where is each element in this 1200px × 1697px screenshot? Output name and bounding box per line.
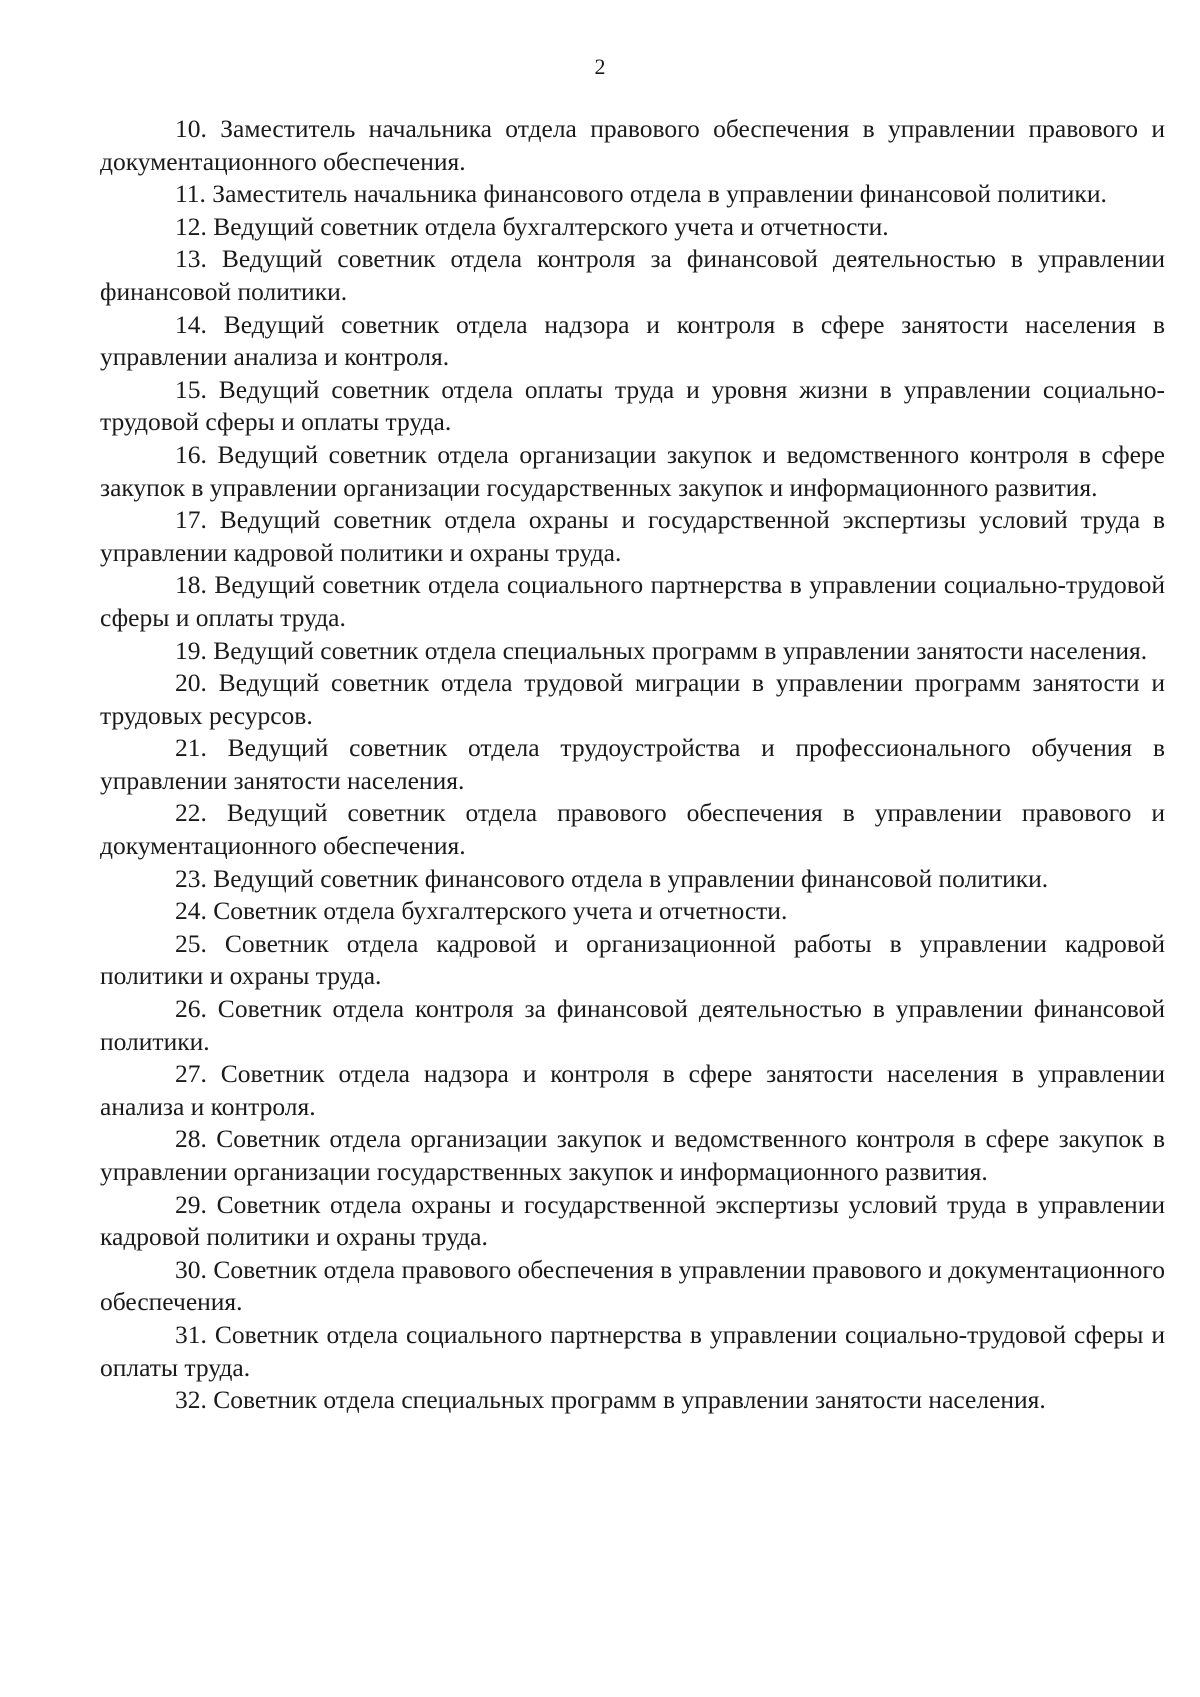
position-list <box>100 113 1165 1417</box>
list-item: 24. Советник отдела бухгалтерского учета и отчетности. <box>175 896 788 926</box>
list-item: 25. Советник отдела кадровой и организационной работы в управлении кадровой политики и охраны труда. <box>100 928 1165 991</box>
list-item: 23. Ведущий советник финансового отдела в управлении финансовой политики. <box>175 863 1049 893</box>
list-item: 16. Ведущий советник отдела организации закупок и ведомственного контроля в сфере закупок в управлении организации государственных закупок и информационного развития. <box>100 439 1165 502</box>
list-item: 12. Ведущий советник отдела бухгалтерского учета и отчетности. <box>175 211 889 241</box>
list-item: 18. Ведущий советник отдела социального партнерства в управлении социально-трудовой сферы и оплаты труда. <box>100 570 1165 632</box>
list-item: 15. Ведущий советник отдела оплаты труда и уровня жизни в управлении социально-трудовой сферы и оплаты труда. <box>100 374 1165 437</box>
list-item: 31. Советник отдела социального партнерства в управлении социально-трудовой сферы и оплаты труда. <box>100 1319 1165 1382</box>
list-item: 20. Ведущий советник отдела трудовой миграции в управлении программ занятости и трудовых ресурсов. <box>100 668 1165 730</box>
list-item: 27. Советник отдела надзора и контроля в сфере занятости населения в управлении анализа и контроля. <box>100 1059 1165 1121</box>
list-item: 10. Заместитель начальника отдела правового обеспечения в управлении правового и документационного обеспечения. <box>100 114 1165 176</box>
list-item: 21. Ведущий советник отдела трудоустройства и профессионального обучения в управлении занятости населения. <box>100 733 1165 795</box>
list-item: 29. Советник отдела охраны и государственной экспертизы условий труда в управлении кадровой политики и охраны труда. <box>100 1189 1165 1252</box>
list-item: 13. Ведущий советник отдела контроля за финансовой деятельностью в управлении финансовой политики. <box>100 244 1165 306</box>
list-item: 32. Советник отдела специальных программ в управлении занятости населения. <box>175 1385 1046 1415</box>
list-item: 17. Ведущий советник отдела охраны и государственной экспертизы условий труда в управлении кадровой политики и охраны труда. <box>100 505 1165 567</box>
list-item: 22. Ведущий советник отдела правового обеспечения в управлении правового и документационного обеспечения. <box>100 798 1165 861</box>
page-number: 2 <box>594 54 606 79</box>
list-item: 30. Советник отдела правового обеспечения в управлении правового и документационного обеспечения. <box>100 1254 1165 1317</box>
list-item: 14. Ведущий советник отдела надзора и контроля в сфере занятости населения в управлении анализа и контроля. <box>100 309 1165 372</box>
list-item: 26. Советник отдела контроля за финансовой деятельностью в управлении финансовой политики. <box>100 994 1165 1056</box>
list-item: 11. Заместитель начальника финансового отдела в управлении финансовой политики. <box>175 179 1107 209</box>
list-item: 28. Советник отдела организации закупок и ведомственного контроля в сфере закупок в управлении организации государственных закупок и информационного развития. <box>100 1124 1165 1186</box>
list-item: 19. Ведущий советник отдела специальных программ в управлении занятости населения. <box>175 635 1148 665</box>
